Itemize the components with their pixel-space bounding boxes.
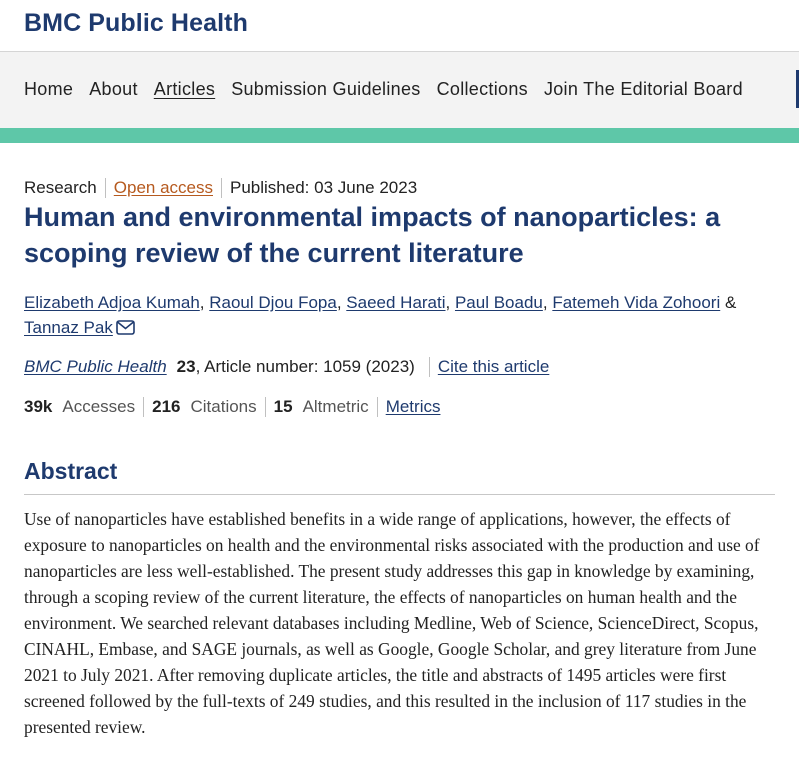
nav-item-home[interactable]: Home: [24, 79, 74, 99]
author-link[interactable]: Tannaz Pak: [24, 318, 113, 337]
accesses-count: 39k: [24, 397, 53, 416]
author-separator: ,: [336, 293, 347, 312]
author-link[interactable]: Saeed Harati: [346, 293, 446, 312]
author-separator: ,: [199, 293, 210, 312]
meta-divider: [221, 178, 222, 198]
abstract-text: Use of nanoparticles have established benefits in a wide range of applications, however, the effects of exposure to nanoparticles on health and the environmental risks associated with the production and use of nanoparticles are less well-established. The present study addresses this gap in knowledge by examining, through a scoping review of the current literature, the effects of nanoparticles on human health and the environment. We searched relevant databases including Medline, Web of Science, ScienceDirect, Scopus, CINAHL, Embase, and SAGE journals, as well as Google, Google Scholar, and grey literature from June 2021 to July 2021. After removing duplicate articles, the title and abstracts of 1495 articles were first screened followed by the full-texts of 249 studies, and this resulted in the inclusion of 117 studies in the presented review.: [24, 509, 760, 737]
author-list: [24, 290, 784, 342]
nav-item-submission-guidelines[interactable]: Submission Guidelines: [231, 79, 421, 99]
open-access-link[interactable]: Open access: [113, 178, 213, 197]
nav-item-articles[interactable]: Articles: [153, 79, 216, 99]
metrics-link[interactable]: Metrics: [385, 397, 441, 416]
metrics-divider: [377, 397, 378, 417]
abstract-heading: Abstract: [24, 458, 118, 484]
article-meta: [24, 178, 417, 198]
author-separator: &: [720, 293, 737, 312]
altmetric-label: Altmetric: [302, 397, 369, 416]
author-link[interactable]: Elizabeth Adjoa Kumah: [24, 293, 200, 312]
author-link[interactable]: Raoul Djou Fopa: [209, 293, 337, 312]
site-header: [0, 0, 799, 52]
volume-number: 23: [176, 357, 196, 376]
author-link[interactable]: Fatemeh Vida Zohoori: [552, 293, 721, 312]
accesses-label: Accesses: [62, 397, 136, 416]
nav-list: [24, 79, 759, 100]
altmetric-count: 15: [273, 397, 293, 416]
site-title-link[interactable]: BMC Public Health: [24, 9, 248, 37]
email-icon[interactable]: [116, 317, 135, 342]
nav-item-collections[interactable]: Collections: [436, 79, 528, 99]
nav-item-about[interactable]: About: [89, 79, 138, 99]
published-date: Published: 03 June 2023: [230, 178, 418, 197]
author-separator: ,: [542, 293, 553, 312]
author-link[interactable]: Paul Boadu: [454, 293, 543, 312]
nav-item-join-editorial-board[interactable]: Join The Editorial Board: [543, 79, 743, 99]
journal-link[interactable]: BMC Public Health: [24, 357, 167, 376]
citation-line: [24, 357, 549, 377]
citations-count: 216: [152, 397, 181, 416]
abstract-divider: [24, 494, 775, 495]
metrics-divider: [265, 397, 266, 417]
article-type: Research: [24, 178, 97, 197]
accent-bar: [0, 128, 799, 143]
metrics-bar: [24, 397, 440, 417]
citation-divider: [429, 357, 430, 377]
meta-divider: [105, 178, 106, 198]
metrics-divider: [143, 397, 144, 417]
article-title: Human and environmental impacts of nanoparticles: a scoping review of the current literature: [24, 202, 721, 268]
cite-this-article-link[interactable]: Cite this article: [437, 357, 550, 376]
main-navigation: [0, 52, 799, 128]
author-separator: ,: [445, 293, 455, 312]
article-number: , Article number: 1059 (2023): [195, 357, 415, 376]
citations-label: Citations: [190, 397, 257, 416]
